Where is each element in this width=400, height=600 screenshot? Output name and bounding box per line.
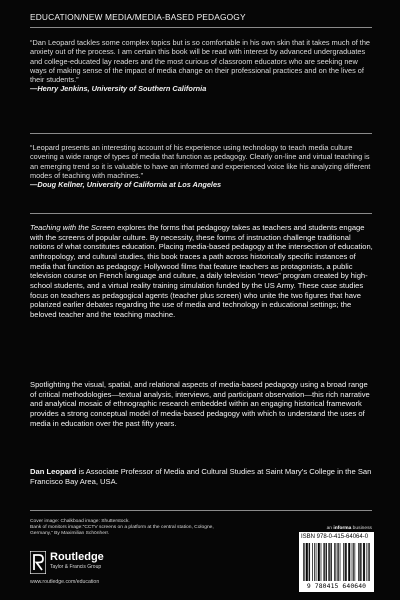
publisher-group: Taylor & Francis Group bbox=[50, 564, 102, 570]
routledge-logo bbox=[30, 550, 150, 578]
informa-brand: informa bbox=[333, 526, 352, 531]
barcode-bar bbox=[309, 543, 310, 581]
barcode-bar bbox=[318, 543, 319, 581]
barcode-bar bbox=[366, 543, 367, 581]
endorsement-attribution: —Henry Jenkins, University of Southern California bbox=[30, 84, 207, 94]
barcode-bar bbox=[361, 543, 362, 581]
barcode-bar bbox=[304, 543, 305, 581]
endorsement-kellner bbox=[30, 143, 375, 189]
barcode-bar bbox=[324, 543, 325, 581]
barcode-bar bbox=[343, 543, 344, 581]
barcode-bar bbox=[338, 543, 339, 581]
description-text: explores the forms that pedagogy takes as teachers and students engage with the screens of popular culture. By necessity, these forms of instruction challenge traditional notions of what constitutes education. Placing media-based pedagogy at the intersection of education, anthropology, and cultural studies, this book traces a path across historically specific instances of media that function as pedagogy: Hollywood films that feature teachers as protagonists, a public television course on French language and culture, a daily television “news” program created by high-school students, and a virtual reality training simulation funded by the US Army. These case studies focus on teachers as pedagogical agents (teacher plus screen) who unite the two figures that have polarized earlier debates regarding the use of media and technology in educational settings; the beloved teacher and the teaching machine. bbox=[30, 223, 373, 319]
endorsement-text: “Leopard presents an interesting account of his experience using technology to teach media culture covering a wide range of types of media that function as pedagogy. Clearly on-line and virtual teaching is an emerging trend so it is valuable to have an informed and experienced voice like his analyzing different modes of teaching with machines.” bbox=[30, 143, 371, 180]
credit-line: Bank of monitors image:“CCTV screens on a platform at the central station, Cologne, Germany,” By Maximilian Schönherr. bbox=[30, 525, 214, 537]
barcode-bar bbox=[346, 543, 347, 581]
publisher-url[interactable]: www.routledge.com/education bbox=[30, 579, 100, 585]
barcode-bar bbox=[354, 543, 355, 581]
barcode-bar bbox=[312, 543, 313, 581]
description-divider bbox=[30, 213, 372, 214]
endorsement-attribution: —Doug Kellner, University of California at Los Angeles bbox=[30, 180, 222, 190]
barcode-bar bbox=[321, 543, 322, 581]
informa-tagline bbox=[300, 526, 372, 531]
barcode-bar bbox=[334, 543, 335, 581]
credit-line: Cover image: Chalkboad image: Shutterstock. bbox=[30, 519, 130, 524]
barcode-bar bbox=[348, 543, 349, 581]
barcode-bar bbox=[352, 543, 353, 581]
barcode-bar bbox=[326, 543, 327, 581]
barcode-bar bbox=[331, 543, 332, 581]
barcode-bar bbox=[335, 543, 336, 581]
informa-prefix: an bbox=[326, 526, 334, 531]
barcode-bar bbox=[358, 543, 359, 581]
barcode-bar bbox=[360, 543, 361, 581]
barcode-bar bbox=[307, 543, 308, 581]
barcode-bar bbox=[329, 543, 330, 581]
barcode-bar bbox=[328, 543, 329, 581]
isbn-barcode bbox=[299, 532, 374, 592]
informa-suffix: business bbox=[351, 526, 372, 531]
endorsement-jenkins bbox=[30, 38, 375, 94]
barcode-bar bbox=[319, 543, 320, 581]
barcode-bar bbox=[350, 543, 351, 581]
barcode-bar bbox=[345, 543, 346, 581]
top-divider bbox=[30, 27, 372, 28]
isbn-number: ISBN 978-0-415-64064-0 bbox=[301, 534, 369, 540]
barcode-bar bbox=[340, 543, 341, 581]
mid-divider bbox=[30, 133, 372, 134]
image-credits bbox=[30, 519, 220, 537]
barcode-bar bbox=[307, 543, 308, 581]
author-bio-text: is Associate Professor of Media and Cultural Studies at Saint Mary’s College in the San Francisco Bay Area, USA. bbox=[30, 467, 372, 486]
barcode-bar bbox=[309, 543, 310, 581]
barcode-bar bbox=[303, 543, 304, 581]
barcode-bar bbox=[349, 543, 350, 581]
barcode-bar bbox=[337, 543, 338, 581]
barcode-bar bbox=[353, 543, 354, 581]
book-title: Teaching with the Screen bbox=[30, 223, 115, 232]
publisher-name: Routledge bbox=[50, 551, 104, 563]
routledge-r-icon bbox=[30, 551, 46, 574]
barcode-bar bbox=[364, 543, 365, 581]
bottom-divider bbox=[30, 510, 372, 511]
barcode-number: 9 780415 640640 bbox=[306, 582, 367, 590]
category-label: EDUCATION/NEW MEDIA/MEDIA-BASED PEDAGOGY bbox=[30, 12, 246, 22]
author-bio bbox=[30, 467, 375, 486]
barcode-bar bbox=[363, 543, 364, 581]
barcode-bar bbox=[319, 543, 320, 581]
barcode-bar bbox=[364, 543, 365, 581]
barcode-bar bbox=[326, 543, 327, 581]
barcode-bar bbox=[368, 543, 369, 581]
description-paragraph-2: Spotlighting the visual, spatial, and relational aspects of media-based pedagogy using a broad range of critical methodologies—textual analysis, interviews, and participant observation—this rich narrative and analytical mosaic of ethnographic research embedded within an engaging historical framework provides a strong conceptual model of media-based pedagogy with which to understand the uses of media in education over the past fifty years. bbox=[30, 380, 370, 428]
endorsement-text: “Dan Leopard tackles some complex topics but is so comfortable in his own skin that it takes much of the anxiety out of the process. I am certain this book will be read with interest by advanced undergraduates and college-educated lay readers and the most curious of classroom educators who are seeking new ways of making sense of the impact of media change on their professional practices and on the lives of their students.” bbox=[30, 38, 371, 85]
description-paragraph-1 bbox=[30, 223, 375, 320]
author-name: Dan Leopard bbox=[30, 467, 77, 476]
barcode-bar bbox=[314, 543, 315, 581]
barcode-bar bbox=[306, 543, 307, 581]
barcode-bar bbox=[345, 543, 346, 581]
barcode-bar bbox=[359, 543, 360, 581]
barcode-bars bbox=[303, 543, 370, 581]
barcode-bar bbox=[323, 543, 324, 581]
barcode-bar bbox=[316, 543, 317, 581]
barcode-bar bbox=[331, 543, 332, 581]
barcode-bar bbox=[369, 543, 370, 581]
